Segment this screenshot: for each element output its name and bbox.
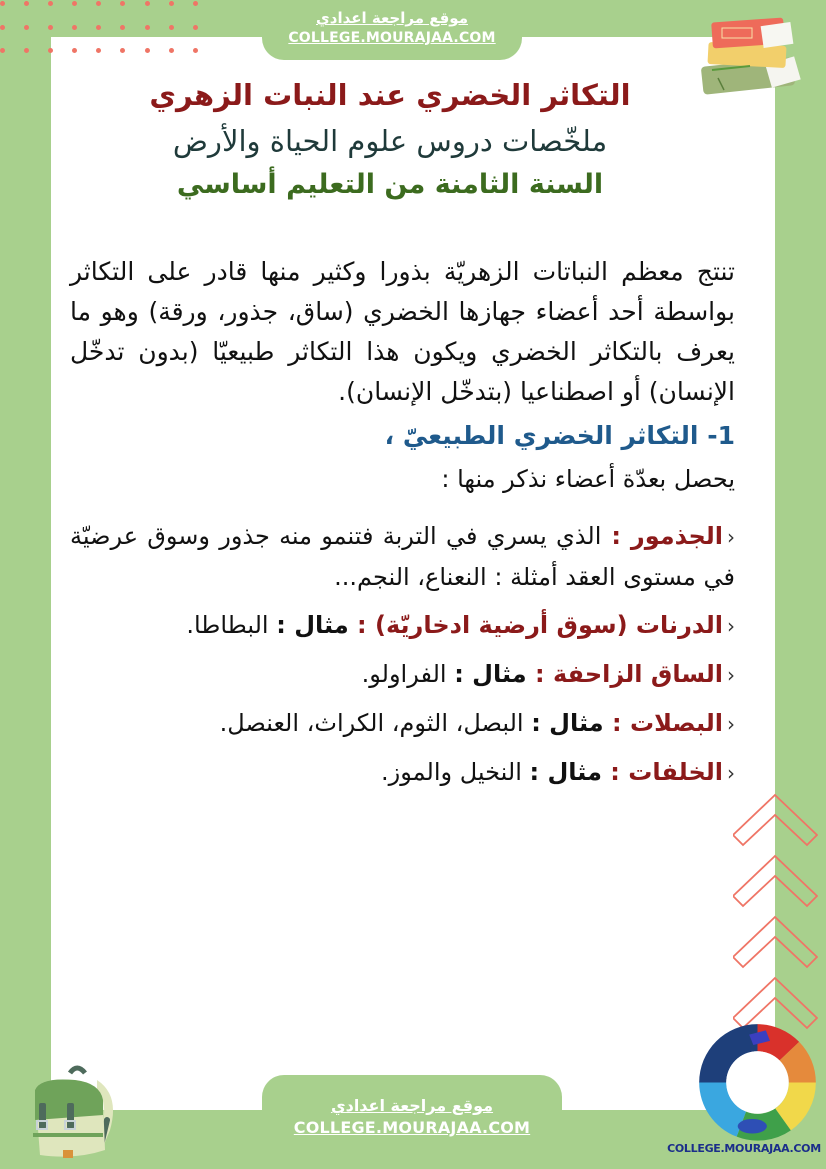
footer-site-tab [262,1075,562,1169]
footer-site-name[interactable]: موقع مراجعة اعدادي [330,1096,494,1115]
list-item-example-label: مثال : [529,758,602,786]
list-item-colon: : [526,660,553,688]
list-item-text: البصل، الثوم، الكراث، العنصل. [219,709,532,737]
logo-site-url[interactable]: COLLEGE.MOURAJAA.COM [667,1142,821,1155]
list-item [70,654,735,695]
books-stack-icon [690,10,805,100]
footer-site-url-link[interactable]: COLLEGE.MOURAJAA.COM [293,1118,531,1137]
list-item [70,516,735,597]
header-site-name[interactable]: موقع مراجعة اعدادي [316,9,468,27]
intro-paragraph: تنتج معظم النباتات الزهريّة بذورا وكثير منها قادر على التكاثر بواسطة أحد أعضاء جهازها الخضري (ساق، جذور، ورقة) وهو ما يعرف بالتكاثر الخضري ويكون هذا التكاثر طبيعيّا (بدون تدخّل الإنسان) أو اصطناعيا (بتدخّل الإنسان). [70,257,735,406]
subtitle-summary: ملخّصات دروس علوم الحياة والأرض [172,124,608,158]
list-item-colon: : [603,709,630,737]
list-item-term: الدرنات (سوق أرضية ادخاريّة) [375,611,723,639]
list-item [70,605,735,646]
list-item-text: البطاطا. [186,611,277,639]
list-item-term: الخلفات [628,758,723,786]
decorative-dots [0,0,200,56]
section-heading-natural: 1- التكاثر الخضري الطبيعيّ ، [384,421,735,450]
page-title: التكاثر الخضري عند النبات الزهري [149,78,631,112]
organs-list [70,516,735,793]
bullet-marker-icon: ‹ [727,525,736,549]
header-site-url-link[interactable]: COLLEGE.MOURAJAA.COM [288,30,496,46]
bullet-marker-icon: ‹ [727,761,735,785]
list-item-colon: : [601,522,631,550]
list-item [70,703,735,744]
list-item-text: الفراولو. [361,660,455,688]
title-block [100,72,680,206]
section-lead: يحصل بعدّة أعضاء نذكر منها : [441,465,735,493]
list-item-text: الذي يسري في التربة فتنمو منه جذور وسوق عرضيّة في مستوى العقد أمثلة : النعناع، النجم... [70,522,735,591]
bullet-marker-icon: ‹ [727,712,735,736]
bullet-marker-icon: ‹ [727,663,735,687]
list-item-example-label: مثال : [531,709,604,737]
education-wheel-logo-icon [695,1020,820,1145]
bullet-marker-icon: ‹ [727,614,735,638]
chevron-up-icon [733,790,818,1035]
backpack-icon [15,1055,115,1160]
list-item-colon: : [348,611,375,639]
subtitle-grade: السنة الثامنة من التعليم أساسي [176,169,604,200]
list-item-term: البصلات [629,709,723,737]
list-item-example-label: مثال : [276,611,349,639]
lesson-content [70,252,735,801]
list-item-example-label: مثال : [454,660,527,688]
list-item-term: الجذمور [630,522,724,550]
header-site-tab [262,0,522,60]
list-item-term: الساق الزاحفة [552,660,723,688]
list-item-colon: : [601,758,629,786]
list-item-text: النخيل والموز. [381,758,530,786]
list-item [70,752,735,793]
